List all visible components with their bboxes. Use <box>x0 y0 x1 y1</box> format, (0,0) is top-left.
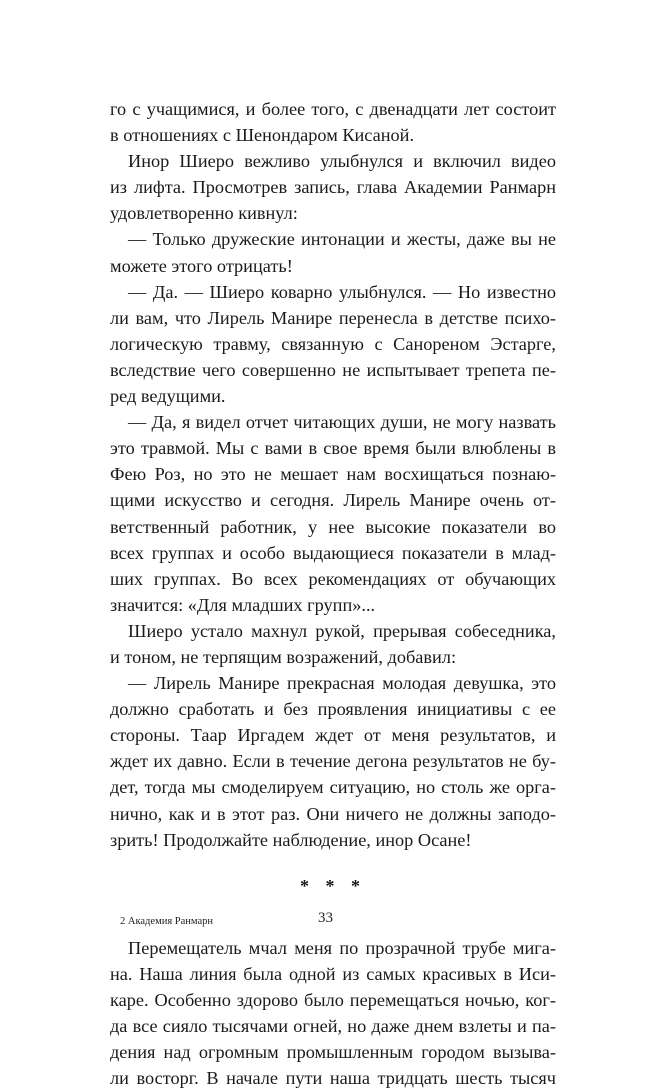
text-line: должно сработать и без проявления инициативы с ее <box>110 699 556 720</box>
text-line: ших группах. Во всех рекомендациях от обучающих <box>110 568 556 589</box>
text-line: можете этого отрицать! <box>110 255 293 276</box>
text-line: Фею Роз, но это не мешает нам восхищаться познаю- <box>110 464 556 485</box>
text-line: и тоном, не терпящим возражений, добавил: <box>110 646 457 667</box>
printer-signature: 2 Академия Ранмарн <box>120 916 214 927</box>
text-line: го с учащимися, и более того, с двенадцати лет состоит <box>110 99 556 119</box>
text-line: Инор Шиеро вежливо улыбнулся и включил видео <box>128 151 556 172</box>
text-line: — Да, я видел отчет читающих души, не могу назвать <box>128 412 556 433</box>
text-line: Перемещатель мчал меня по прозрачной трубе мига- <box>128 937 556 958</box>
text-line: — Лирель Манире прекрасная молодая девушка, это <box>128 673 556 694</box>
text-line: щими искусство и сегодня. Лирель Манире очень от- <box>110 490 556 511</box>
text-line: дения над огромным промышленным городом вызыва- <box>110 1042 556 1063</box>
page-number: 33 <box>318 910 333 926</box>
text-line: это травмой. Мы с вами в свое время были влюблены в <box>110 438 556 459</box>
text-line: — Только дружеские интонации и жесты, даже вы не <box>128 229 556 250</box>
text-line: из лифта. Просмотрев запись, глава Академии Ранмарн <box>110 177 556 198</box>
text-line: всех группах и особо выдающиеся показатели в млад- <box>110 542 556 563</box>
text-line: зрить! Продолжайте наблюдение, инор Осане! <box>110 829 472 850</box>
text-line: стороны. Таар Иргадем ждет от меня результатов, и <box>110 725 556 746</box>
text-line: дет, тогда мы смоделируем ситуацию, но столь же орга- <box>110 777 556 798</box>
text-line: логическую травму, связанную с Санореном Эстарге, <box>110 333 556 354</box>
text-line: нично, как и в этот раз. Они ничего не должны заподо- <box>110 803 556 824</box>
text-line: удовлетворенно кивнул: <box>110 203 298 224</box>
text-line: — Да. — Шиеро коварно улыбнулся. — Но известно <box>128 281 556 302</box>
text-line: да все сияло тысячами огней, но даже днем взлеты и па- <box>110 1016 556 1036</box>
text-line: ждет их давно. Если в течение дегона результатов не бу- <box>110 751 556 772</box>
text-line: в отношениях с Шенондаром Кисаной. <box>110 125 415 146</box>
text-line: ли восторг. В начале пути наша тридцать шесть тысяч <box>110 1068 556 1089</box>
text-line: ред ведущими. <box>110 386 226 407</box>
text-block-bottom <box>110 935 556 1091</box>
text-line: каре. Особенно здорово было перемещаться ночью, ког- <box>110 989 556 1010</box>
text-line: ветственный работник, у нее высокие показатели во <box>110 516 556 537</box>
section-separator: * * * <box>300 875 366 896</box>
text-line: ли вам, что Лирель Манире перенесла в детстве психо- <box>110 307 556 328</box>
page-text <box>110 96 556 1091</box>
text-line: вследствие чего совершенно не испытывает трепета пе- <box>110 359 556 380</box>
text-line: значится: «Для младших групп»... <box>110 594 376 615</box>
text-line: Шиеро устало махнул рукой, прерывая собеседника, <box>128 620 556 641</box>
text-line: на. Наша линия была одной из самых красивых в Иси- <box>110 963 556 984</box>
text-block-top <box>110 96 556 853</box>
